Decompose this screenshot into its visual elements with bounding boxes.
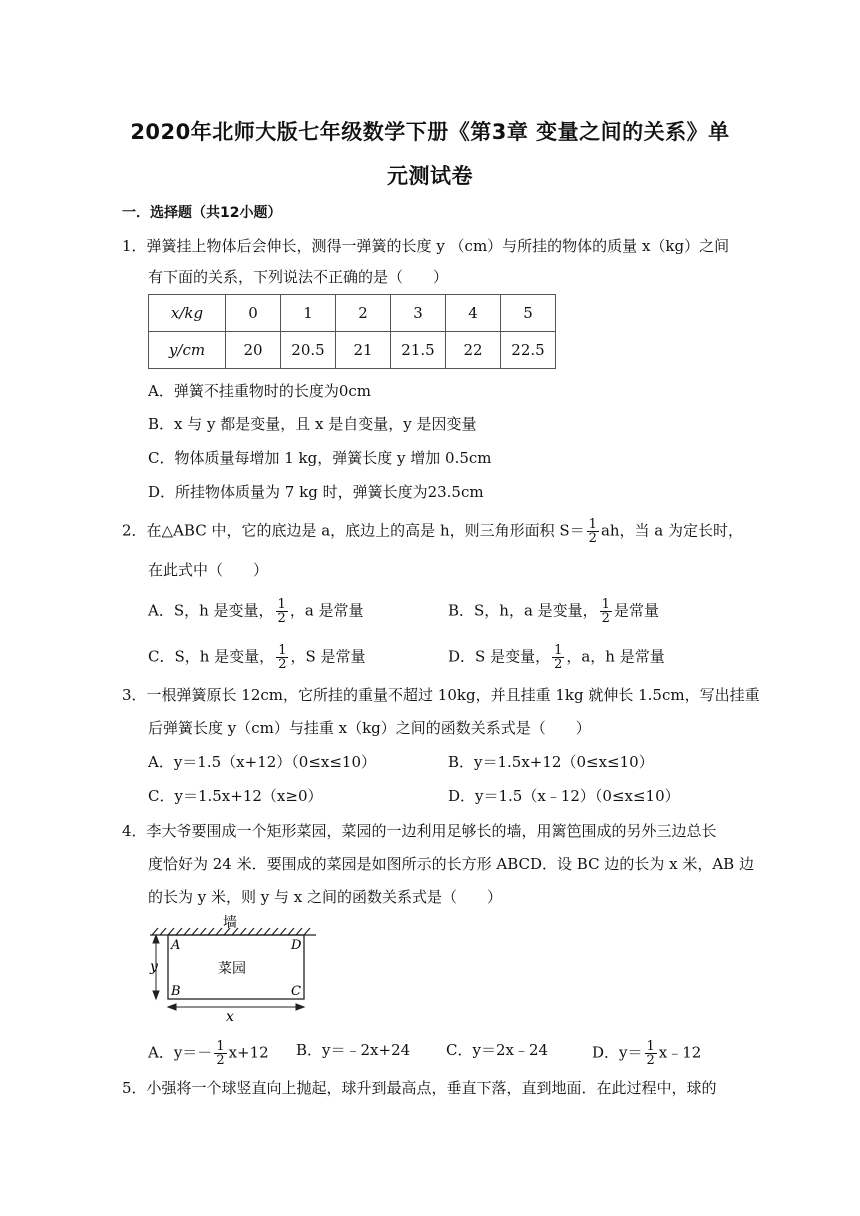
option-a: A．弹簧不挂重物时的长度为0cm <box>148 382 372 400</box>
option-d: D．y＝ $\frac{1}{2}$ x﹣12 <box>592 1039 702 1068</box>
table-cell: 20.5 <box>281 332 336 369</box>
page-title-continued: 元测试卷 <box>387 164 473 188</box>
option-b: B．y＝﹣2x+24 <box>296 1041 411 1059</box>
option-b: B．x 与 y 都是变量，且 x 是自变量，y 是因变量 <box>148 415 477 433</box>
wall-label: 墙 <box>223 915 237 931</box>
question-3-text: 3．一根弹簧原长 12cm，它所挂的重量不超过 10kg，并且挂重 1kg 就伸长 1.5cm，写出挂重 <box>122 686 760 704</box>
garden-label: 菜园 <box>218 961 246 977</box>
question-4-text: 4．李大爷要围成一个矩形菜园，菜园的一边利用足够长的墙，用篱笆围成的另外三边总长 <box>122 822 717 840</box>
question-1-text-continued: 有下面的关系，下列说法不正确的是（ ） <box>148 268 449 286</box>
table-header-y: y/cm <box>149 332 226 369</box>
table-cell: 3 <box>391 295 446 332</box>
fraction-half: $\frac{1}{2}$ <box>216 1039 225 1068</box>
table-cell: 2 <box>336 295 391 332</box>
table-cell: 1 <box>281 295 336 332</box>
table-cell: 21.5 <box>391 332 446 369</box>
option-a: A．y＝1.5（x+12）（0≤x≤10） <box>148 753 377 771</box>
fraction-half: $\frac{1}{2}$ <box>277 597 286 626</box>
table-cell: 20 <box>226 332 281 369</box>
x-label: x <box>226 1009 234 1023</box>
table-cell: 22 <box>446 332 501 369</box>
garden-figure <box>148 913 318 1023</box>
fraction-half: $\frac{1}{2}$ <box>588 517 597 546</box>
option-b: B．S，h，a 是变量， $\frac{1}{2}$ 是常量 <box>448 597 659 626</box>
fraction-half: $\frac{1}{2}$ <box>646 1039 655 1068</box>
question-5-text: 5．小强将一个球竖直向上抛起，球升到最高点，垂直下落，直到地面．在此过程中，球的 <box>122 1079 717 1097</box>
section-heading: 一．选择题（共12小题） <box>122 205 282 221</box>
table-row <box>149 295 556 332</box>
option-d: D．y＝1.5（x﹣12）（0≤x≤10） <box>448 787 680 805</box>
option-d: D．所挂物体质量为 7 kg 时，弹簧长度为23.5cm <box>148 483 484 501</box>
table-cell: 0 <box>226 295 281 332</box>
table-cell: 21 <box>336 332 391 369</box>
question-3-text-continued: 后弹簧长度 y（cm）与挂重 x（kg）之间的函数关系式是（ ） <box>148 719 591 737</box>
x-dimension-arrow <box>168 1004 304 1010</box>
table-row <box>149 332 556 369</box>
y-label: y <box>150 959 158 975</box>
fraction-half: $\frac{1}{2}$ <box>554 643 563 672</box>
option-c: C．y＝2x﹣24 <box>446 1041 549 1059</box>
option-c: C．S，h 是变量， $\frac{1}{2}$ ，S 是常量 <box>148 643 366 672</box>
option-a: A．S，h 是变量， $\frac{1}{2}$ ，a 是常量 <box>148 597 364 626</box>
table-cell: 22.5 <box>501 332 556 369</box>
question-4-text-continued: 度恰好为 24 米．要围成的菜园是如图所示的长方形 ABCD．设 BC 边的长为 x 米，AB 边 <box>148 855 754 873</box>
vertex-c-label: C <box>291 984 301 999</box>
vertex-d-label: D <box>291 938 302 953</box>
option-c: C．y＝1.5x+12（x≥0） <box>148 787 323 805</box>
vertex-a-label: A <box>171 938 181 953</box>
page-title: 2020年北师大版七年级数学下册《第3章 变量之间的关系》单 <box>130 120 730 144</box>
data-table <box>148 294 556 369</box>
table-cell: 5 <box>501 295 556 332</box>
option-c: C．物体质量每增加 1 kg，弹簧长度 y 增加 0.5cm <box>148 449 492 467</box>
question-2-text-continued: 在此式中（ ） <box>148 561 269 579</box>
option-a: A．y＝－ $\frac{1}{2}$ x+12 <box>148 1039 269 1068</box>
table-cell: 4 <box>446 295 501 332</box>
vertex-b-label: B <box>171 984 181 999</box>
question-2-text: 2．在△ABC 中，它的底边是 a，底边上的高是 h，则三角形面积 S＝ $\frac{1}{2}$ ah，当 a 为定长时， <box>122 517 744 546</box>
question-4-text-continued-2: 的长为 y 米，则 y 与 x 之间的函数关系式是（ ） <box>148 888 503 906</box>
option-b: B．y＝1.5x+12（0≤x≤10） <box>448 753 654 771</box>
table-header-x: x/kg <box>149 295 226 332</box>
fraction-half: $\frac{1}{2}$ <box>278 643 287 672</box>
question-1-text: 1．弹簧挂上物体后会伸长，测得一弹簧的长度 y （cm）与所挂的物体的质量 x（kg）之间 <box>122 237 730 255</box>
fraction-half: $\frac{1}{2}$ <box>601 597 610 626</box>
option-d: D．S 是变量， $\frac{1}{2}$ ，a，h 是常量 <box>448 643 665 672</box>
